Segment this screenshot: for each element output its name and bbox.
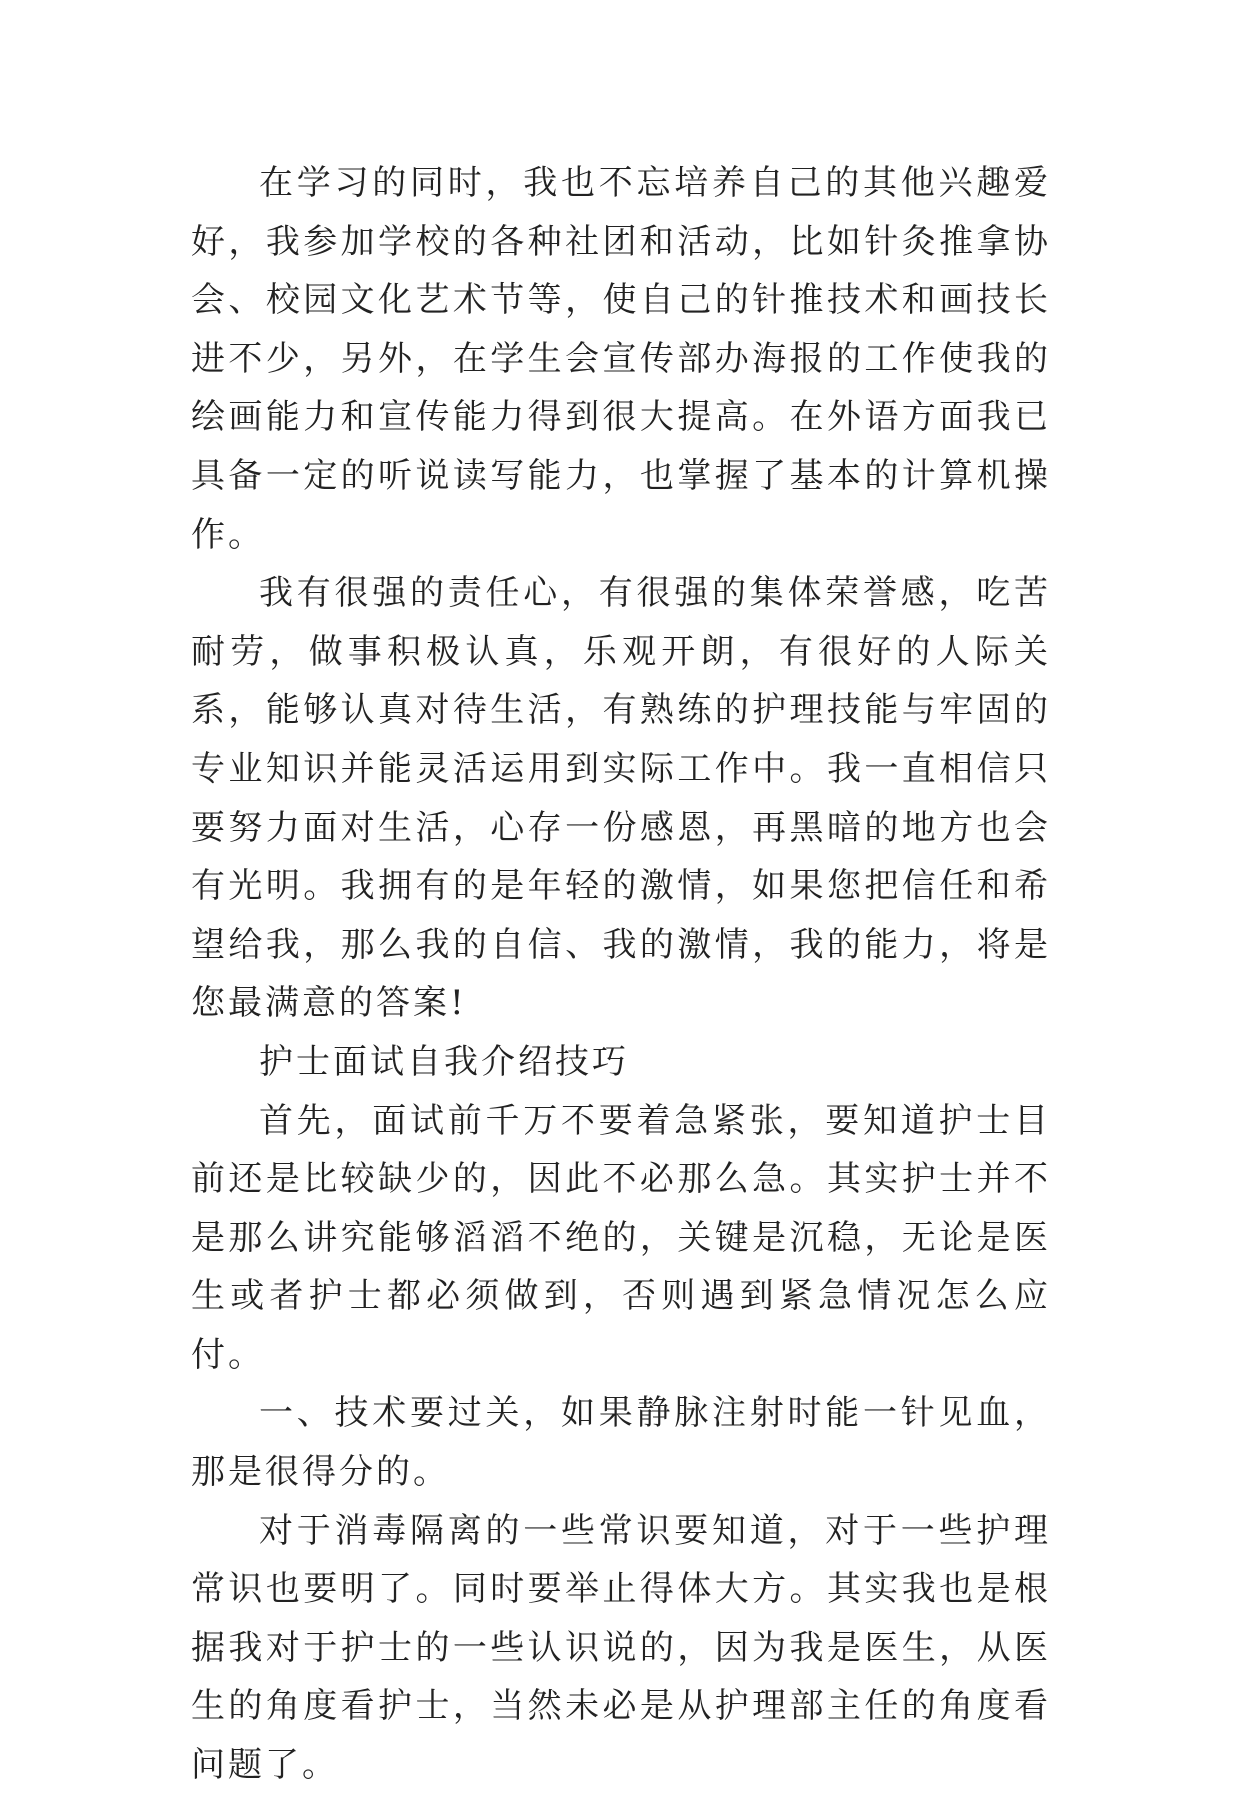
- document-body: [191, 154, 1051, 1795]
- paragraph-knowledge-tip: 对于消毒隔离的一些常识要知道，对于一些护理常识也要明了。同时要举止得体大方。其实我也是根据我对于护士的一些认识说的，因为我是医生，从医生的角度看护士，当然未必是从护理部主任的角度看问题了。: [191, 1510, 1051, 1786]
- paragraph-personality: 我有很强的责任心，有很强的集体荣誉感，吃苦耐劳，做事积极认真，乐观开朗，有很好的人际关系，能够认真对待生活，有熟练的护理技能与牢固的专业知识并能灵活运用到实际工作中。我一直相信只要努力面对生活，心存一份感恩，再黑暗的地方也会有光明。我拥有的是年轻的激情，如果您把信任和希望给我，那么我的自信、我的激情，我的能力，将是您最满意的答案!: [191, 573, 1051, 1024]
- paragraph-technique-tip: 一、技术要过关，如果静脉注射时能一针见血，那是很得分的。: [191, 1393, 1051, 1493]
- paragraph-hobbies: 在学习的同时，我也不忘培养自己的其他兴趣爱好，我参加学校的各种社团和活动，比如针灸推拿协会、校园文化艺术节等，使自己的针推技术和画技长进不少，另外，在学生会宣传部办海报的工作使我的绘画能力和宣传能力得到很大提高。在外语方面我已具备一定的听说读写能力，也掌握了基本的计算机操作。: [191, 163, 1051, 555]
- section-heading: 护士面试自我介绍技巧: [259, 1041, 629, 1082]
- paragraph-first-tip: 首先，面试前千万不要着急紧张，要知道护士目前还是比较缺少的，因此不必那么急。其实护士并不是那么讲究能够滔滔不绝的，关键是沉稳，无论是医生或者护士都必须做到，否则遇到紧急情况怎么应付。: [191, 1100, 1051, 1375]
